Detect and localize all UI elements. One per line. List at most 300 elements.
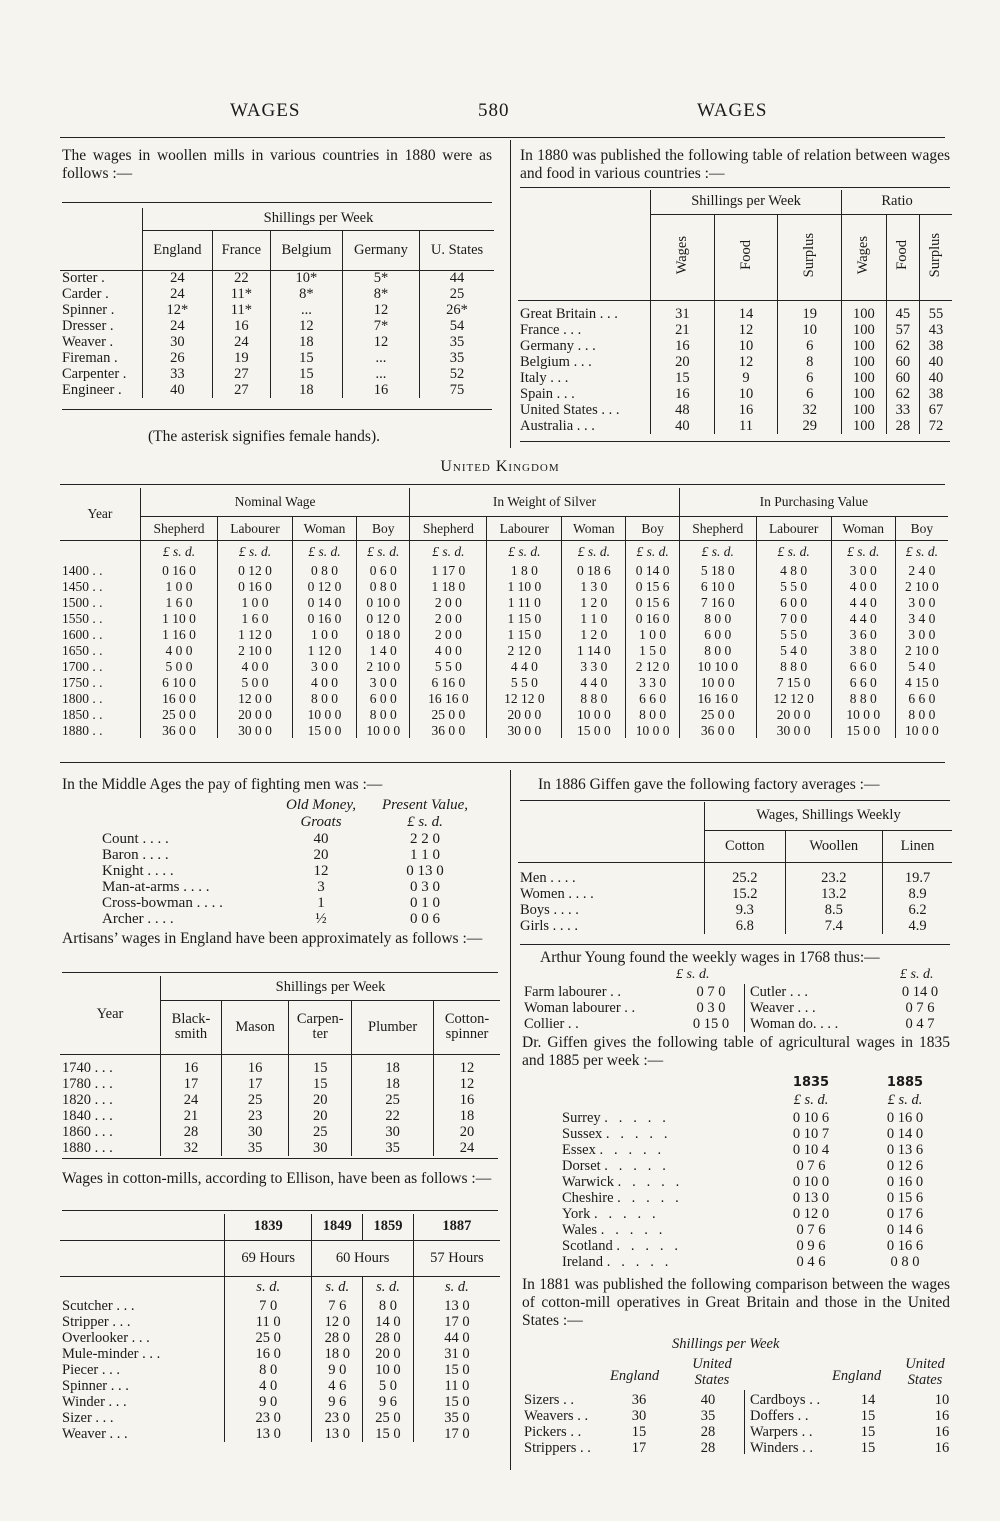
table-cell: 5 5 0 — [756, 578, 831, 594]
table-cell: 38 — [919, 386, 952, 402]
woollen-group: Shillings per Week — [143, 208, 495, 230]
leader-dots: . . . . — [564, 885, 594, 902]
table-cell: 1 — [317, 894, 325, 911]
table-cell: 25 — [222, 1092, 289, 1108]
row-label-text: United States — [520, 401, 598, 418]
table-row — [60, 1394, 500, 1410]
table-cell: 25.2 — [705, 870, 786, 886]
table-row — [60, 578, 948, 594]
giffen-col: Cotton — [705, 830, 786, 862]
row-label — [522, 1016, 676, 1032]
table-cell: 3 4 0 — [895, 610, 948, 626]
row-label — [522, 1424, 612, 1440]
row-label — [560, 1174, 764, 1190]
table-cell: 10 0 0 — [357, 722, 410, 738]
row-label — [60, 1346, 225, 1362]
table-cell: 1 4 0 — [357, 642, 410, 658]
table-cell: 0 12 0 — [218, 562, 293, 578]
table-row — [518, 870, 952, 886]
table-cell: 25 0 — [363, 1410, 414, 1426]
table-cell: 54 — [420, 318, 494, 334]
uk-subheader: Labourer — [218, 516, 293, 540]
table-cell: ... — [342, 366, 419, 382]
table-row — [560, 1110, 952, 1126]
leader-dots: . . . . . — [613, 1189, 679, 1206]
table-cell: 16 — [651, 338, 715, 354]
table-cell: 18 — [270, 334, 342, 350]
row-label — [518, 418, 651, 434]
table-cell: 9 — [714, 370, 778, 386]
fighting-h1b: Groats — [300, 813, 342, 830]
row-label-text: 1740 — [62, 1059, 91, 1076]
table-cell: 4.9 — [883, 918, 952, 934]
table-row — [60, 302, 494, 318]
row-label-text: Sussex — [562, 1125, 603, 1142]
table-cell: 24 — [143, 270, 213, 286]
row-label-text: Men — [520, 869, 547, 886]
row-label — [518, 354, 651, 370]
uk-year-text: 1400 — [62, 562, 89, 578]
table-cell: 0 1 0 — [410, 894, 440, 911]
giffen-top-rule — [520, 800, 950, 801]
table-cell: 8 0 0 — [895, 706, 948, 722]
row-label — [60, 1330, 225, 1346]
table-cell: 0 13 6 — [886, 1141, 924, 1158]
table-cell: 9 0 — [312, 1362, 363, 1378]
uk-year — [60, 674, 141, 690]
row-label-text: 1880 — [62, 1139, 91, 1156]
leader-dots: . . — [566, 1423, 582, 1440]
table-cell: 7* — [342, 318, 419, 334]
table-cell: 15 — [631, 1423, 647, 1440]
leader-dots: . . . — [597, 401, 620, 418]
uk-units: £ s. d. — [357, 540, 410, 562]
leader-dots: . — [106, 317, 114, 334]
uk-units: £ s. d. — [292, 540, 356, 562]
table-cell: 8.5 — [785, 902, 882, 918]
table-cell: 15 0 — [413, 1362, 500, 1378]
table-cell: 8 0 0 — [292, 690, 356, 706]
table-cell: 8 0 0 — [679, 642, 756, 658]
uk-year-text: 1800 — [62, 690, 89, 706]
table-cell: 19 — [778, 306, 842, 322]
table-cell: 1 1 0 — [562, 610, 626, 626]
row-label — [60, 1378, 225, 1394]
table-cell: 21 — [161, 1108, 222, 1124]
table-cell: 10 10 0 — [679, 658, 756, 674]
table-cell: 2 10 0 — [895, 642, 948, 658]
table-cell: 57 — [886, 322, 919, 338]
leader-dots: . . — [89, 658, 103, 674]
table-cell: 15 — [860, 1439, 876, 1456]
table-cell: 6 — [778, 370, 842, 386]
uk-bottom-rule — [60, 762, 945, 763]
table-cell: 2 12 0 — [487, 642, 562, 658]
table-cell: 3 — [317, 878, 325, 895]
table-cell: 0 0 6 — [410, 910, 440, 927]
uk-year — [60, 690, 141, 706]
table-cell: 22 — [212, 270, 270, 286]
table-row — [60, 1298, 500, 1314]
table-cell: 12 0 — [312, 1314, 363, 1330]
row-label — [60, 1076, 161, 1092]
woollen-top-rule — [62, 202, 492, 203]
agri-year: 1835 — [792, 1074, 830, 1090]
table-cell: 5 5 0 — [487, 674, 562, 690]
leader-dots: . . — [89, 578, 103, 594]
table-row — [60, 626, 948, 642]
woollen-col: Germany — [342, 230, 419, 270]
row-label — [522, 1408, 612, 1424]
row-label — [60, 1410, 225, 1426]
table-row — [560, 1206, 952, 1222]
table-cell: 0 14 0 — [886, 1125, 924, 1142]
table-cell: 36 0 0 — [410, 722, 487, 738]
row-label — [100, 847, 274, 863]
row-label-text: Girls — [520, 917, 549, 934]
table-cell: 4 0 0 — [218, 658, 293, 674]
row-label — [60, 1362, 225, 1378]
table-cell: 1 3 0 — [562, 578, 626, 594]
table-cell: 15 0 — [363, 1426, 414, 1442]
table-cell: 23 0 — [312, 1410, 363, 1426]
row-label — [748, 984, 886, 1000]
table-cell: 10 — [934, 1391, 950, 1408]
comparison-col-en-right: England — [832, 1368, 882, 1384]
table-cell: 20 — [289, 1108, 352, 1124]
table-cell: 60 — [886, 354, 919, 370]
table-cell: 11 0 — [225, 1314, 312, 1330]
cotton-units: s. d. — [363, 1276, 414, 1298]
row-label-text: Italy — [520, 369, 547, 386]
row-label-text: Germany — [520, 337, 574, 354]
row-label-text: Warpers — [750, 1423, 798, 1440]
row-label-text: Woman labourer — [524, 999, 621, 1016]
row-label — [748, 1424, 836, 1440]
relation-intro: In 1880 was published the following table of relation between wages and food in various countries :— — [520, 147, 950, 182]
row-label — [60, 1108, 161, 1124]
leader-dots: . . . — [91, 1107, 113, 1124]
uk-subheader: Shepherd — [679, 516, 756, 540]
table-cell: 35 0 — [413, 1410, 500, 1426]
leader-dots: . . — [805, 1391, 821, 1408]
row-label-text: Weaver — [750, 999, 794, 1016]
table-cell: 27 — [212, 366, 270, 382]
table-row — [560, 1254, 952, 1270]
table-row — [518, 918, 952, 934]
table-row — [560, 1126, 952, 1142]
table-row — [60, 642, 948, 658]
table-cell: 0 12 0 — [292, 578, 356, 594]
table-cell: 0 16 0 — [292, 610, 356, 626]
young-units-right: £ s. d. — [900, 967, 934, 982]
table-cell: 16 — [934, 1407, 950, 1424]
column-divider-top — [510, 140, 511, 448]
table-cell: 18 — [270, 382, 342, 398]
table-cell: 100 — [842, 370, 887, 386]
table-cell: 20 — [434, 1124, 501, 1140]
row-label — [560, 1222, 764, 1238]
table-cell: 26 — [143, 350, 213, 366]
row-label-text: Sizers — [524, 1391, 560, 1408]
row-label-text: Cheshire — [562, 1189, 614, 1206]
table-cell: 15 0 0 — [292, 722, 356, 738]
table-row — [60, 1362, 500, 1378]
table-cell: 3 8 0 — [831, 642, 895, 658]
row-label-text: Sorter — [62, 269, 98, 286]
table-cell: 0 12 0 — [357, 610, 410, 626]
table-cell: 0 4 7 — [905, 1015, 935, 1032]
table-cell: 40 — [313, 830, 329, 847]
leader-dots: . — [107, 301, 115, 318]
row-label — [748, 1408, 836, 1424]
table-cell: 1 17 0 — [410, 562, 487, 578]
table-cell: ... — [342, 350, 419, 366]
uk-group: In Purchasing Value — [679, 488, 948, 516]
cotton-units: s. d. — [413, 1276, 500, 1298]
table-cell: 8* — [342, 286, 419, 302]
row-label-text: Weaver — [62, 1425, 106, 1442]
table-cell: 20 — [289, 1092, 352, 1108]
table-row — [518, 338, 952, 354]
leader-dots: . . . — [816, 1015, 839, 1032]
cotton-year: 1839 — [225, 1214, 312, 1240]
cotton-year: 1887 — [413, 1214, 500, 1240]
leader-dots: . . — [89, 610, 103, 626]
leader-dots: . . — [798, 1439, 814, 1456]
table-cell: 4 4 0 — [562, 674, 626, 690]
table-cell: 7 6 — [312, 1298, 363, 1314]
table-row — [560, 1158, 952, 1174]
table-row — [518, 902, 952, 918]
table-cell: 4 0 0 — [292, 674, 356, 690]
table-cell: 25 0 0 — [141, 706, 218, 722]
leader-dots: . . — [89, 722, 103, 738]
relation-group: Shillings per Week — [651, 190, 842, 214]
table-cell: 0 13 0 — [406, 862, 444, 879]
row-label — [518, 918, 705, 934]
row-label — [518, 902, 705, 918]
table-cell: 9 0 — [225, 1394, 312, 1410]
cotton-table — [60, 1214, 500, 1442]
table-cell: 0 15 6 — [626, 594, 679, 610]
relation-col: Surplus — [927, 232, 944, 278]
table-cell: 4 4 0 — [831, 594, 895, 610]
artisans-year-label: Year — [60, 976, 161, 1054]
table-row — [100, 879, 482, 895]
table-row — [60, 1426, 500, 1442]
leader-dots: . . . — [793, 999, 816, 1016]
table-cell: 0 8 0 — [357, 578, 410, 594]
table-cell: 18 — [352, 1076, 434, 1092]
table-cell: 32 — [778, 402, 842, 418]
table-cell: 24 — [143, 286, 213, 302]
artisans-top-rule — [62, 972, 498, 973]
leader-dots: . . . . . — [595, 1141, 662, 1158]
row-label — [518, 386, 651, 402]
giffen-group: Wages, Shillings Weekly — [705, 802, 953, 830]
leader-dots: . — [114, 381, 122, 398]
woollen-col: France — [212, 230, 270, 270]
table-cell: 16 16 0 — [679, 690, 756, 706]
comparison-col-us-left — [682, 1356, 742, 1388]
table-cell: 6 6 0 — [626, 690, 679, 706]
fighting-h2a: Present Value, — [381, 796, 469, 813]
table-cell: 8 0 — [363, 1298, 414, 1314]
row-label — [100, 879, 274, 895]
fighting-table — [100, 797, 482, 927]
uk-table — [60, 488, 948, 738]
table-row — [60, 722, 948, 738]
table-cell: 4 0 0 — [410, 642, 487, 658]
table-cell: 26* — [420, 302, 494, 318]
row-label — [560, 1126, 764, 1142]
table-cell: 36 — [631, 1391, 647, 1408]
table-cell: 0 10 4 — [792, 1141, 830, 1158]
table-row — [60, 658, 948, 674]
table-cell: 24 — [212, 334, 270, 350]
relation-col: Wages — [673, 235, 690, 275]
leader-dots: . . — [576, 1439, 591, 1456]
table-cell: 35 — [352, 1140, 434, 1156]
table-row — [518, 322, 952, 338]
woollen-col: U. States — [420, 230, 494, 270]
table-cell: 13 0 — [312, 1426, 363, 1442]
table-cell: 1 2 0 — [562, 594, 626, 610]
table-cell: 23.2 — [785, 870, 882, 886]
table-cell: 10* — [270, 270, 342, 286]
table-cell: 28 — [700, 1439, 716, 1456]
row-label-text: 1860 — [62, 1123, 91, 1140]
table-cell: 0 15 6 — [886, 1189, 924, 1206]
row-label-text: Spinner — [62, 301, 108, 318]
table-cell: 60 — [886, 370, 919, 386]
table-row — [522, 1392, 750, 1408]
relation-col: Wages — [855, 235, 872, 275]
row-label-text: Winders — [750, 1439, 799, 1456]
row-label-text: Winder — [62, 1393, 105, 1410]
table-cell: 0 8 0 — [890, 1253, 920, 1270]
comparison-col-us-right — [900, 1356, 950, 1388]
table-cell: 3 0 0 — [895, 626, 948, 642]
table-cell: 17 0 — [413, 1314, 500, 1330]
uk-group: Nominal Wage — [141, 488, 410, 516]
uk-year-text: 1650 — [62, 642, 89, 658]
leader-dots: . . . — [105, 1425, 128, 1442]
table-cell: 8 8 0 — [756, 658, 831, 674]
table-cell: 0 4 6 — [796, 1253, 826, 1270]
table-cell: 17 0 — [413, 1426, 500, 1442]
row-label — [748, 1392, 836, 1408]
table-cell: 30 — [289, 1140, 352, 1156]
table-row — [60, 270, 494, 286]
table-cell: 0 8 0 — [292, 562, 356, 578]
woollen-intro: The wages in woollen mills in various countries in 1880 were as follows :— — [62, 147, 492, 182]
relation-col: Food — [894, 240, 911, 270]
uk-year — [60, 642, 141, 658]
table-cell: 0 10 0 — [792, 1173, 830, 1190]
table-cell: 7 15 0 — [756, 674, 831, 690]
uk-subheader: Shepherd — [410, 516, 487, 540]
table-cell: 15 0 0 — [831, 722, 895, 738]
table-row — [522, 1424, 750, 1440]
table-cell: 16 — [651, 386, 715, 402]
table-cell: 4 8 0 — [756, 562, 831, 578]
table-cell: 20 0 — [363, 1346, 414, 1362]
table-cell: 6 6 0 — [831, 674, 895, 690]
table-cell: 44 0 — [413, 1330, 500, 1346]
table-cell: 6 0 0 — [357, 690, 410, 706]
table-cell: 5 0 0 — [141, 658, 218, 674]
table-cell: 12 — [714, 322, 778, 338]
leader-dots: . . . . . — [600, 1109, 666, 1126]
agri-units: £ s. d. — [793, 1091, 829, 1108]
table-cell: 6 — [778, 338, 842, 354]
table-cell: 25 0 0 — [410, 706, 487, 722]
row-label — [748, 1440, 836, 1456]
uk-year-label: Year — [60, 488, 141, 540]
uk-subheader: Woman — [831, 516, 895, 540]
fighting-h2b: £ s. d. — [407, 813, 443, 830]
uk-year-text: 1850 — [62, 706, 89, 722]
row-label-text: Woman do. — [750, 1015, 817, 1032]
leader-dots: . . — [620, 999, 636, 1016]
table-cell: 1 14 0 — [562, 642, 626, 658]
agri-intro: Dr. Giffen gives the following table of agricultural wages in 1835 and 1885 per week :— — [522, 1034, 950, 1069]
table-cell: 1 16 0 — [141, 626, 218, 642]
comparison-col-en-left: England — [610, 1368, 660, 1384]
giffen-table — [518, 802, 952, 934]
leader-dots: . . — [89, 690, 103, 706]
table-row — [100, 911, 482, 927]
uk-year — [60, 594, 141, 610]
uk-top-rule — [60, 484, 945, 485]
table-cell: 24 — [161, 1092, 222, 1108]
table-cell: 10 — [778, 322, 842, 338]
table-cell: 1 6 0 — [141, 594, 218, 610]
row-label — [100, 863, 274, 879]
leader-dots: . . — [564, 1015, 579, 1032]
row-label-text: Boys — [520, 901, 550, 918]
table-cell: 0 14 0 — [626, 562, 679, 578]
table-cell: 8 — [778, 354, 842, 370]
agri-year: 1885 — [886, 1074, 924, 1090]
leader-dots: . . . . — [179, 878, 210, 895]
leader-dots: . . . . . — [603, 1253, 669, 1270]
table-cell: 1 0 0 — [218, 594, 293, 610]
row-label-text: Sizer — [62, 1409, 92, 1426]
row-label-text: Spain — [520, 385, 554, 402]
table-cell: 16 — [212, 318, 270, 334]
table-cell: 40 — [143, 382, 213, 398]
row-label-text: Dorset — [562, 1157, 601, 1174]
row-label-text: 1780 — [62, 1075, 91, 1092]
table-row — [518, 386, 952, 402]
table-cell: 1 11 0 — [487, 594, 562, 610]
row-label — [60, 1092, 161, 1108]
table-cell: 2 10 0 — [218, 642, 293, 658]
uk-year-text: 1500 — [62, 594, 89, 610]
row-label-text: Warwick — [562, 1173, 614, 1190]
table-cell: 25 — [352, 1092, 434, 1108]
table-cell: 17 — [222, 1076, 289, 1092]
table-cell: 0 9 6 — [796, 1237, 826, 1254]
table-cell: 28 — [161, 1124, 222, 1140]
table-row — [560, 1222, 952, 1238]
header-rule — [60, 137, 945, 138]
table-cell: 30 — [631, 1407, 647, 1424]
table-cell: 30 0 0 — [487, 722, 562, 738]
